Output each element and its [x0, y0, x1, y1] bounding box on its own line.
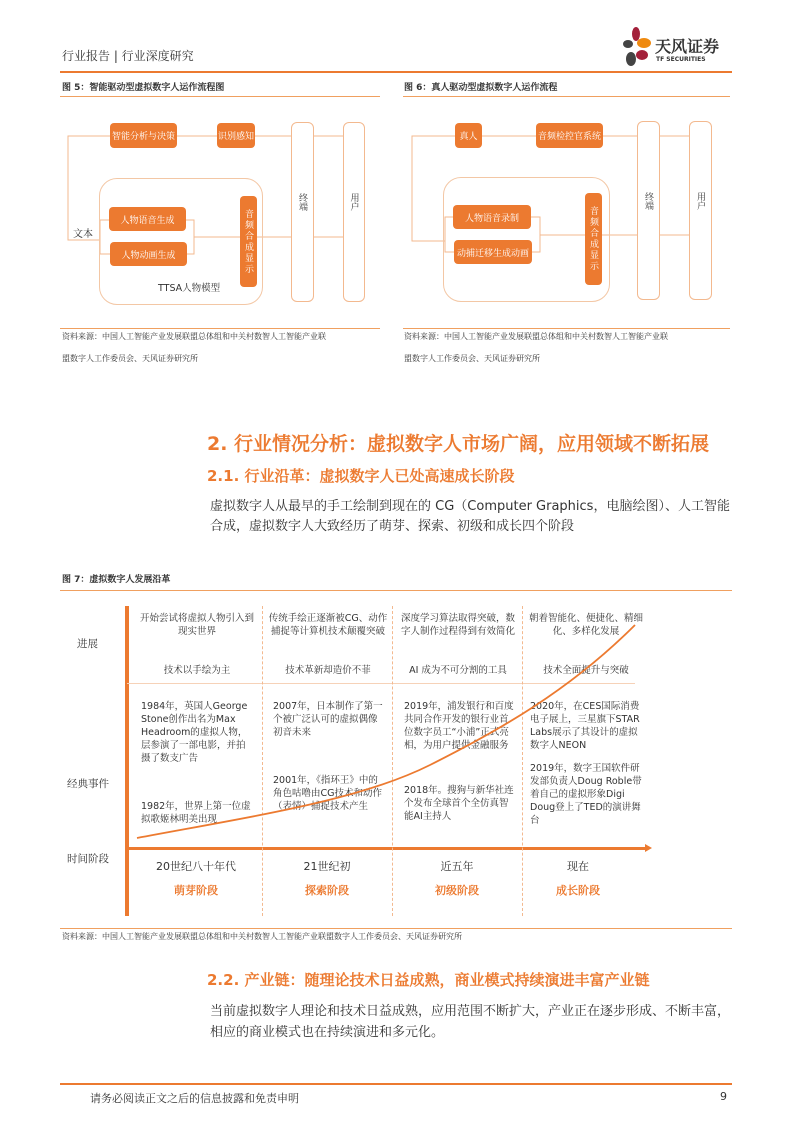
section-2-1-para-line1: 虚拟数字人从最早的手工绘制到现在的 CG（Computer Graphics，电脑绘图）、人工智能	[210, 499, 730, 514]
col4-progress: 朝着智能化、便捷化、精细化、多样化发展	[528, 613, 643, 637]
axis-arrow-icon	[645, 844, 652, 852]
fig6-node-real: 真人	[455, 123, 482, 148]
fig6-node-terminal: 终端	[637, 121, 660, 300]
fig5-node-voice: 人物语音生成	[109, 207, 186, 231]
col1-event2: 1982年，世界上第一位虚拟歌姬林明美出现	[141, 801, 251, 825]
fig5-source-2: 盟数字人工作委员会、天风证券研究所	[62, 354, 198, 363]
fig6-node-anim: 动捕迁移生成动画	[454, 240, 532, 264]
fig5-text-label: 文本	[73, 229, 93, 240]
fig6-node-voice: 人物语音录制	[453, 205, 531, 229]
col2-tech: 技术革新却造价不菲	[285, 665, 371, 676]
fig6-top-rule	[403, 96, 730, 97]
fig5-model-label: TTSA人物模型	[158, 283, 221, 294]
col3-progress: 深度学习算法取得突破，数字人制作过程得到有效简化	[400, 613, 515, 637]
col3-stage: 初级阶段	[435, 884, 479, 897]
timeline-horizontal-axis	[127, 847, 645, 850]
col3-event1: 2019年，浦发银行和百度共同合作开发的银行业首位数字员工“小浦”正式亮相，为用户提供金融服务	[404, 701, 514, 751]
fig6-bottom-rule	[403, 328, 730, 329]
page-number: 9	[720, 1090, 727, 1103]
col2-progress: 传统手绘正逐渐被CG、动作捕捉等计算机技术颠覆突破	[268, 613, 388, 637]
fig5-title: 图 5：智能驱动型虚拟数字人运作流程图	[62, 83, 225, 93]
fig5-node-user: 用户	[343, 122, 365, 302]
row-label-period: 时间阶段	[67, 853, 109, 865]
col1-stage: 萌芽阶段	[174, 884, 218, 897]
fig6-node-ctrl: 音频检控官系统	[536, 123, 603, 148]
fig7-source: 资料来源：中国人工智能产业发展联盟总体组和中关村数智人工智能产业联盟数字人工作委员会、天风证券研究所	[62, 932, 462, 941]
col1-event1: 1984年，英国人George Stone创作出名为Max Headroom的虚拟人物，层参演了一部电影，并拍摄了数支广告	[141, 701, 248, 764]
header-title: 行业报告 | 行业深度研究	[62, 49, 194, 63]
col2-stage: 探索阶段	[305, 884, 349, 897]
fig5-node-decision: 智能分析与决策	[110, 123, 177, 148]
col2-event2: 2001年，《指环王》中的角色咕噜由CG技术和动作（表情）捕捉技术产生	[273, 775, 382, 812]
header-divider	[60, 71, 732, 73]
col4-tech: 技术全面提升与突破	[543, 665, 629, 676]
fig7-bottom-rule	[60, 928, 732, 929]
col4-event2: 2019年，数字王国软件研发部负责人Doug Roble带着自己的虚拟形象Digi Doug登上了TED的演讲舞台	[530, 763, 642, 826]
section-2-2-para-line2: 相应的商业模式也在持续演进和多元化。	[210, 1025, 445, 1040]
fig5-bottom-rule	[60, 328, 380, 329]
col2-event1: 2007年，日本制作了第一个被广泛认可的虚拟偶像初音未来	[273, 701, 383, 738]
col2-period: 21世纪初	[303, 860, 351, 873]
col3-period: 近五年	[440, 860, 474, 873]
col4-event1: 2020年，在CES国际消费电子展上，三星旗下STAR Labs展示了其设计的虚拟数字人NEON	[530, 701, 640, 751]
fig6-title: 图 6：真人驱动型虚拟数字人运作流程	[404, 83, 558, 93]
section-2-2-heading: 2.2. 产业链：随理论技术日益成熟，商业模式持续演进丰富产业链	[207, 971, 650, 989]
logo-flower-icon	[622, 26, 652, 68]
fig5-node-terminal: 终端	[291, 122, 314, 302]
row-separator	[127, 683, 635, 684]
logo-text-en: TF SECURITIES	[656, 56, 706, 63]
fig7-top-rule	[60, 590, 732, 591]
fig6-node-user: 用户	[689, 121, 712, 300]
col1-period: 20世纪八十年代	[156, 860, 236, 873]
footer-divider	[60, 1083, 732, 1085]
col1-progress: 开始尝试将虚拟人物引入到现实世界	[139, 613, 254, 637]
section-2-1-heading: 2.1. 行业沿革：虚拟数字人已处高速成长阶段	[207, 467, 515, 485]
col3-tech: AI 成为不可分割的工具	[409, 665, 507, 676]
row-label-progress: 进展	[77, 638, 98, 650]
footer-disclaimer[interactable]: 请务必阅读正文之后的信息披露和免责申明	[90, 1092, 299, 1105]
col4-stage: 成长阶段	[556, 884, 600, 897]
col1-tech: 技术以手绘为主	[163, 665, 231, 676]
timeline-vertical-axis	[125, 606, 129, 916]
row-label-events: 经典事件	[67, 778, 109, 790]
section-2-2-para-line1: 当前虚拟数字人理论和技术日益成熟，应用范围不断扩大，产业正在逐步形成、不断丰富，	[210, 1004, 731, 1019]
fig5-node-perception: 识别感知	[217, 123, 255, 148]
fig7-title: 图 7：虚拟数字人发展沿革	[62, 575, 171, 585]
fig6-node-synth: 音频合成显示	[585, 193, 602, 285]
section-2-1-para-line2: 合成，虚拟数字人大致经历了萌芽、探索、初级和成长四个阶段	[210, 519, 575, 534]
section-2-heading: 2. 行业情况分析：虚拟数字人市场广阔，应用领域不断拓展	[207, 433, 710, 455]
fig5-node-anim: 人物动画生成	[110, 242, 187, 266]
fig6-source-1: 资料来源：中国人工智能产业发展联盟总体组和中关村数智人工智能产业联	[404, 332, 668, 341]
col3-event2: 2018年。搜狗与新华社连个发布全球首个全仿真智能AI主持人	[404, 785, 514, 822]
col4-period: 现在	[567, 860, 589, 873]
fig5-node-synth: 音频合成显示	[240, 196, 257, 287]
fig5-source-1: 资料来源：中国人工智能产业发展联盟总体组和中关村数智人工智能产业联	[62, 332, 326, 341]
logo	[622, 26, 737, 70]
logo-text-cn: 天风证券	[655, 37, 720, 56]
fig6-source-2: 盟数字人工作委员会、天风证券研究所	[404, 354, 540, 363]
fig5-top-rule	[60, 96, 380, 97]
